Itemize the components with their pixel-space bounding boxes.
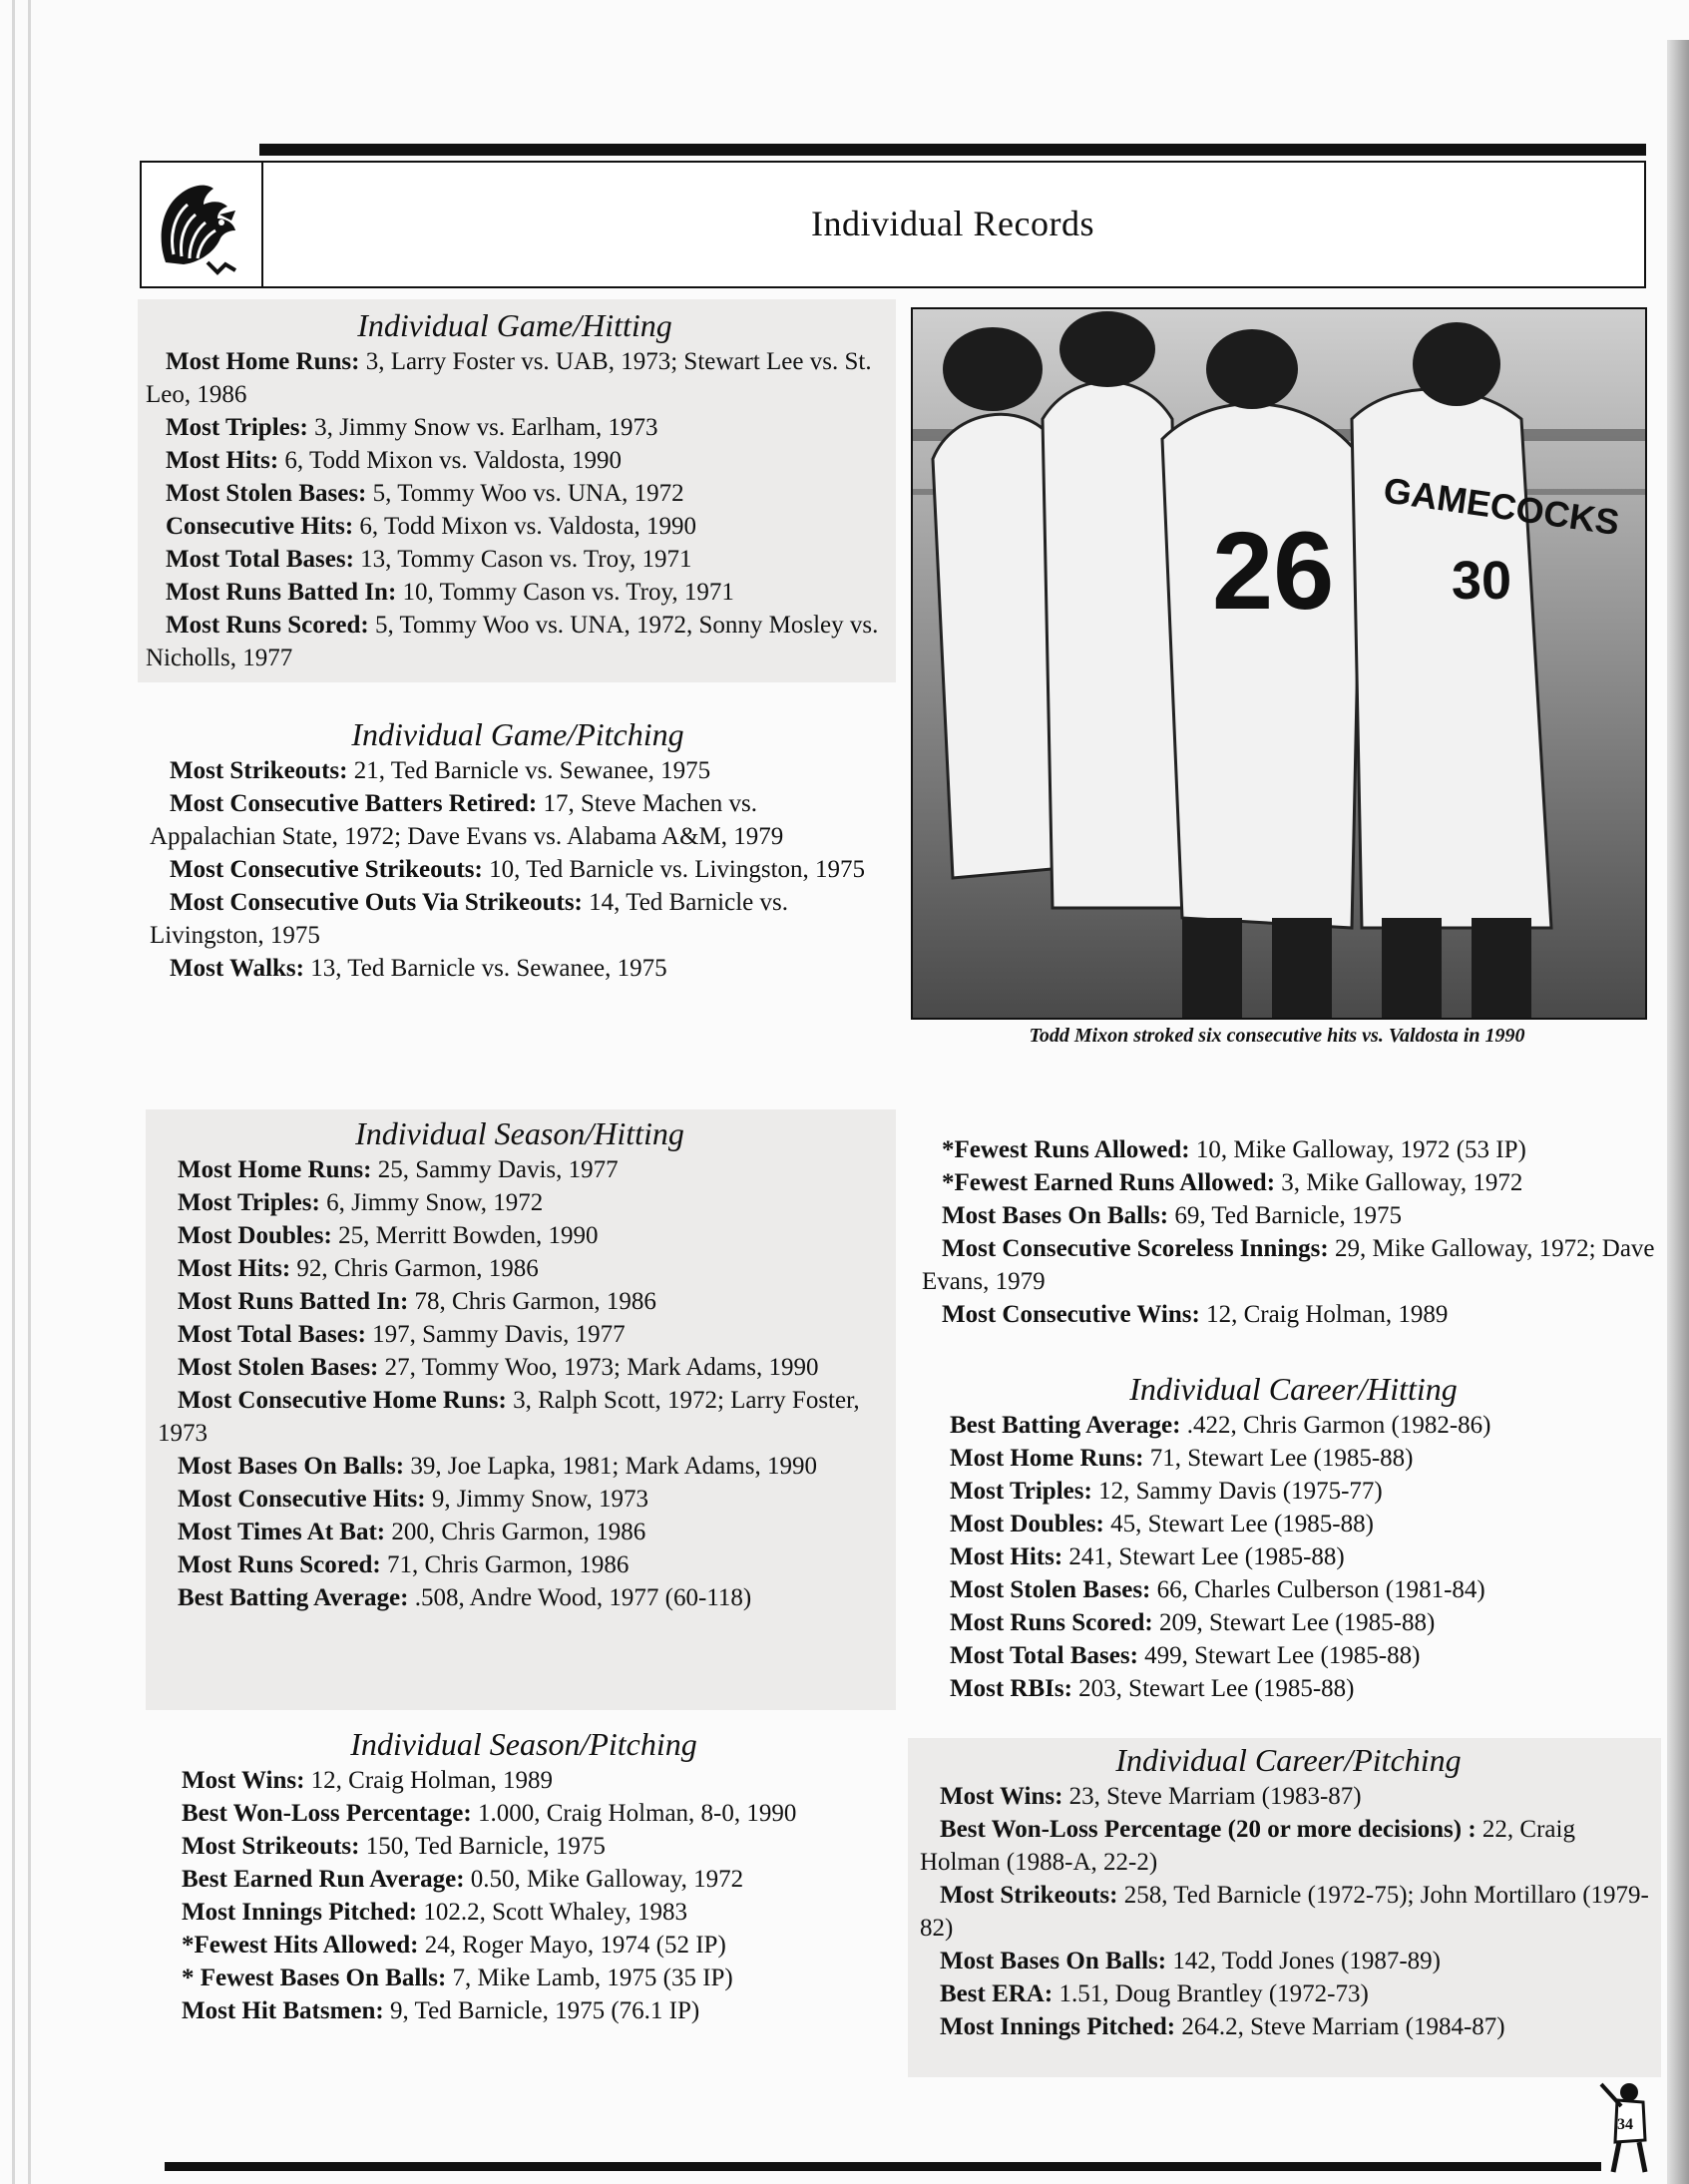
record-value: 9, Jimmy Snow, 1973 [425, 1486, 648, 1513]
record-value: 6, Todd Mixon vs. Valdosta, 1990 [278, 447, 623, 474]
binding-edge [12, 0, 15, 2184]
record-item [930, 1540, 1657, 1573]
record-value: 6, Jimmy Snow, 1972 [319, 1189, 544, 1216]
record-value: 22, Craig Holman (1988-A, 22-2) [920, 1816, 1575, 1876]
record-label: Most Stolen Bases: [950, 1576, 1151, 1603]
record-label: Most Triples: [178, 1189, 320, 1216]
record-value: 39, Joe Lapka, 1981; Mark Adams, 1990 [404, 1453, 817, 1480]
record-item [150, 952, 886, 985]
record-label: Most Strikeouts: [940, 1882, 1118, 1909]
record-value: 0.50, Mike Galloway, 1972 [464, 1866, 744, 1893]
record-list [920, 1780, 1657, 2043]
record-value: 27, Tommy Woo, 1973; Mark Adams, 1990 [378, 1354, 819, 1381]
record-label: Most Doubles: [950, 1511, 1104, 1537]
record-value: 92, Chris Garmon, 1986 [290, 1255, 539, 1282]
record-value: 203, Stewart Lee (1985-88) [1071, 1675, 1355, 1702]
record-item [158, 1516, 882, 1548]
record-value: 1.51, Doug Brantley (1972-73) [1053, 1980, 1369, 2007]
record-item [920, 1945, 1657, 1977]
record-item [162, 1830, 886, 1863]
jersey-text: GAMECOCKS [1381, 469, 1622, 544]
record-label: Most Bases On Balls: [940, 1948, 1167, 1974]
page-edge [1667, 40, 1689, 2184]
page-title: Individual Records [811, 204, 1094, 243]
record-list [922, 1133, 1656, 1331]
section-game-pitching [140, 714, 898, 1054]
record-label: Best Won-Loss Percentage (20 or more decisions) : [940, 1816, 1477, 1843]
record-label: Most Innings Pitched: [940, 2013, 1176, 2040]
record-value: 5, Tommy Woo vs. UNA, 1972 [366, 480, 684, 507]
record-value: 3, Larry Foster vs. UAB, 1973; Stewart Lee vs. St. Leo, 1986 [146, 348, 872, 408]
celebrating-players-image [913, 309, 1645, 1018]
record-item [162, 1929, 886, 1962]
record-item [158, 1450, 882, 1483]
section-title: Individual Career/Pitching [1115, 1742, 1462, 1778]
record-item [158, 1153, 882, 1186]
record-label: Most Wins: [182, 1767, 305, 1794]
record-value: 25, Sammy Davis, 1977 [371, 1156, 619, 1183]
section-title: Individual Game/Hitting [357, 307, 672, 343]
record-label: Most Innings Pitched: [182, 1899, 418, 1926]
record-item [922, 1298, 1656, 1331]
record-item [920, 1977, 1657, 2010]
record-label: Most Total Bases: [950, 1642, 1138, 1669]
record-item [146, 543, 884, 576]
record-item [146, 510, 884, 543]
jersey-number: 26 [1212, 510, 1335, 633]
record-item [162, 1863, 886, 1896]
record-label: Best ERA: [940, 1980, 1054, 2007]
record-value: 13, Ted Barnicle vs. Sewanee, 1975 [303, 955, 667, 982]
record-value: 45, Stewart Lee (1985-88) [1103, 1511, 1374, 1537]
record-item [930, 1508, 1657, 1540]
record-item [930, 1409, 1657, 1442]
record-label: Most RBIs: [950, 1675, 1072, 1702]
record-value: 13, Tommy Cason vs. Troy, 1971 [353, 546, 692, 573]
record-value: 12, Craig Holman, 1989 [304, 1767, 553, 1794]
record-label: *Fewest Hits Allowed: [182, 1932, 419, 1959]
record-label: Most Strikeouts: [170, 757, 348, 784]
record-item [146, 576, 884, 609]
record-value: 150, Ted Barnicle, 1975 [359, 1833, 606, 1860]
record-item [158, 1581, 882, 1614]
record-label: Best Batting Average: [950, 1412, 1181, 1439]
record-item [930, 1573, 1657, 1606]
record-item [150, 787, 886, 853]
record-item [162, 1962, 886, 1994]
top-rule [259, 144, 1646, 156]
record-value: 78, Chris Garmon, 1986 [408, 1288, 656, 1315]
record-value: 142, Todd Jones (1987-89) [1166, 1948, 1441, 1974]
record-label: Most Consecutive Strikeouts: [170, 856, 483, 883]
team-photo [911, 307, 1647, 1020]
page-number: 34 [1617, 2116, 1633, 2133]
record-label: Most Total Bases: [178, 1321, 366, 1348]
record-item [146, 609, 884, 674]
record-item [922, 1199, 1656, 1232]
record-value: 3, Jimmy Snow vs. Earlham, 1973 [307, 414, 658, 441]
record-label: Most Runs Batted In: [178, 1288, 409, 1315]
record-value: 5, Tommy Woo vs. UNA, 1972, Sonny Mosley vs. Nicholls, 1977 [146, 612, 879, 671]
record-item [930, 1475, 1657, 1508]
record-label: Most Consecutive Hits: [178, 1486, 426, 1513]
record-value: 258, Ted Barnicle (1972-75); John Mortillaro (1979-82) [920, 1882, 1649, 1942]
record-item [158, 1351, 882, 1384]
record-item [146, 345, 884, 411]
record-label: Most Stolen Bases: [166, 480, 367, 507]
record-label: Most Stolen Bases: [178, 1354, 379, 1381]
record-value: 499, Stewart Lee (1985-88) [1137, 1642, 1421, 1669]
record-value: 21, Ted Barnicle vs. Sewanee, 1975 [347, 757, 711, 784]
page-header [140, 161, 1646, 288]
record-value: 6, Todd Mixon vs. Valdosta, 1990 [353, 513, 697, 540]
record-value: 10, Tommy Cason vs. Troy, 1971 [396, 579, 734, 606]
record-list [146, 345, 884, 674]
record-item [162, 1896, 886, 1929]
record-label: Best Won-Loss Percentage: [182, 1800, 472, 1827]
section-title: Individual Game/Pitching [351, 716, 684, 752]
record-value: 3, Ralph Scott, 1972; Larry Foster, 1973 [158, 1387, 860, 1447]
record-item [158, 1384, 882, 1450]
record-label: Most Hits: [166, 447, 279, 474]
record-value: .422, Chris Garmon (1982-86) [1180, 1412, 1491, 1439]
record-item [158, 1483, 882, 1516]
record-list [930, 1409, 1657, 1705]
record-list [158, 1153, 882, 1614]
record-label: Most Times At Bat: [178, 1519, 386, 1545]
record-label: *Fewest Earned Runs Allowed: [942, 1169, 1276, 1196]
section-career-hitting [918, 1369, 1661, 1718]
record-item [158, 1252, 882, 1285]
record-item [930, 1606, 1657, 1639]
record-label: Most Triples: [166, 414, 308, 441]
record-value: 102.2, Scott Whaley, 1983 [417, 1899, 687, 1926]
record-label: Most Home Runs: [950, 1445, 1144, 1472]
section-career-pitching [908, 1738, 1661, 2077]
record-item [158, 1548, 882, 1581]
section-game-hitting [138, 299, 896, 682]
record-label: Most Wins: [940, 1783, 1063, 1810]
record-label: Consecutive Hits: [166, 513, 354, 540]
record-item [150, 853, 886, 886]
record-item [162, 1764, 886, 1797]
record-item [158, 1186, 882, 1219]
record-value: 71, Chris Garmon, 1986 [380, 1551, 630, 1578]
record-label: Most Walks: [170, 955, 304, 982]
record-label: Most Runs Batted In: [166, 579, 397, 606]
record-value: .508, Andre Wood, 1977 (60-118) [408, 1584, 752, 1611]
record-label: Most Hits: [178, 1255, 291, 1282]
jersey-number: 30 [1452, 551, 1512, 611]
section-title: Individual Season/Hitting [355, 1115, 684, 1151]
record-item [922, 1166, 1656, 1199]
record-label: Most Triples: [950, 1478, 1092, 1505]
record-item [146, 477, 884, 510]
record-item [920, 1879, 1657, 1945]
record-item [162, 1797, 886, 1830]
record-label: Most Runs Scored: [950, 1609, 1153, 1636]
record-value: 12, Sammy Davis (1975-77) [1091, 1478, 1383, 1505]
record-label: Most Doubles: [178, 1222, 332, 1249]
record-value: 7, Mike Lamb, 1975 (35 IP) [446, 1965, 733, 1991]
record-item [146, 444, 884, 477]
record-item [158, 1318, 882, 1351]
record-value: 10, Ted Barnicle vs. Livingston, 1975 [482, 856, 866, 883]
record-label: Best Batting Average: [178, 1584, 409, 1611]
record-item [150, 886, 886, 952]
record-value: 12, Craig Holman, 1989 [1199, 1301, 1449, 1328]
record-item [922, 1133, 1656, 1166]
record-label: Most Runs Scored: [178, 1551, 381, 1578]
record-label: Most Bases On Balls: [942, 1202, 1169, 1229]
record-label: Most Hits: [950, 1543, 1063, 1570]
photo-caption: Todd Mixon stroked six consecutive hits vs. Valdosta in 1990 [1029, 1025, 1525, 1047]
record-item [920, 1813, 1657, 1879]
record-item [158, 1219, 882, 1252]
record-item [920, 2010, 1657, 2043]
record-value: 10, Mike Galloway, 1972 (53 IP) [1189, 1136, 1526, 1163]
record-item [930, 1672, 1657, 1705]
section-title: Individual Season/Pitching [350, 1726, 697, 1762]
record-value: 66, Charles Culberson (1981-84) [1150, 1576, 1485, 1603]
record-label: Best Earned Run Average: [182, 1866, 465, 1893]
record-value: 29, Mike Galloway, 1972; Dave Evans, 1979 [922, 1235, 1655, 1295]
record-value: 1.000, Craig Holman, 8-0, 1990 [471, 1800, 797, 1827]
record-value: 197, Sammy Davis, 1977 [365, 1321, 626, 1348]
record-item [162, 1994, 886, 2027]
record-value: 200, Chris Garmon, 1986 [385, 1519, 646, 1545]
record-item [146, 411, 884, 444]
record-value: 241, Stewart Lee (1985-88) [1062, 1543, 1345, 1570]
record-label: Most Bases On Balls: [178, 1453, 405, 1480]
record-value: 264.2, Steve Marriam (1984-87) [1175, 2013, 1505, 2040]
record-list [162, 1764, 886, 2027]
record-value: 14, Ted Barnicle vs. Livingston, 1975 [150, 889, 788, 949]
record-item [930, 1442, 1657, 1475]
gamecock-logo-icon [148, 171, 255, 278]
section-title: Individual Career/Hitting [1129, 1371, 1458, 1407]
record-label: Most Consecutive Wins: [942, 1301, 1200, 1328]
record-item [150, 754, 886, 787]
binding-edge [28, 0, 31, 2184]
record-value: 69, Ted Barnicle, 1975 [1168, 1202, 1402, 1229]
section-season-pitching-continued [910, 1133, 1660, 1343]
record-item [922, 1232, 1656, 1298]
record-value: 23, Steve Marriam (1983-87) [1062, 1783, 1362, 1810]
record-label: Most Total Bases: [166, 546, 354, 573]
record-label: Most Home Runs: [166, 348, 360, 375]
record-list [150, 754, 886, 985]
record-value: 3, Mike Galloway, 1972 [1275, 1169, 1523, 1196]
section-season-pitching [150, 1724, 898, 2043]
record-label: Most Consecutive Outs Via Strikeouts: [170, 889, 583, 916]
record-label: *Fewest Runs Allowed: [942, 1136, 1190, 1163]
record-label: Most Consecutive Scoreless Innings: [942, 1235, 1329, 1262]
record-label: * Fewest Bases On Balls: [182, 1965, 447, 1991]
record-label: Most Home Runs: [178, 1156, 372, 1183]
record-label: Most Consecutive Home Runs: [178, 1387, 507, 1414]
record-value: 25, Merritt Bowden, 1990 [331, 1222, 599, 1249]
logo-cell [142, 163, 263, 286]
record-value: 17, Steve Machen vs. Appalachian State, 1972; Dave Evans vs. Alabama A&M, 1979 [150, 790, 784, 850]
record-item [920, 1780, 1657, 1813]
record-value: 9, Ted Barnicle, 1975 (76.1 IP) [383, 1997, 700, 2024]
record-value: 209, Stewart Lee (1985-88) [1152, 1609, 1436, 1636]
record-item [158, 1285, 882, 1318]
record-label: Most Consecutive Batters Retired: [170, 790, 538, 817]
bottom-rule [165, 2162, 1601, 2171]
record-label: Most Runs Scored: [166, 612, 369, 639]
record-value: 24, Roger Mayo, 1974 (52 IP) [418, 1932, 726, 1959]
record-label: Most Hit Batsmen: [182, 1997, 384, 2024]
record-item [930, 1639, 1657, 1672]
record-label: Most Strikeouts: [182, 1833, 360, 1860]
section-season-hitting [146, 1109, 896, 1710]
record-value: 71, Stewart Lee (1985-88) [1143, 1445, 1414, 1472]
